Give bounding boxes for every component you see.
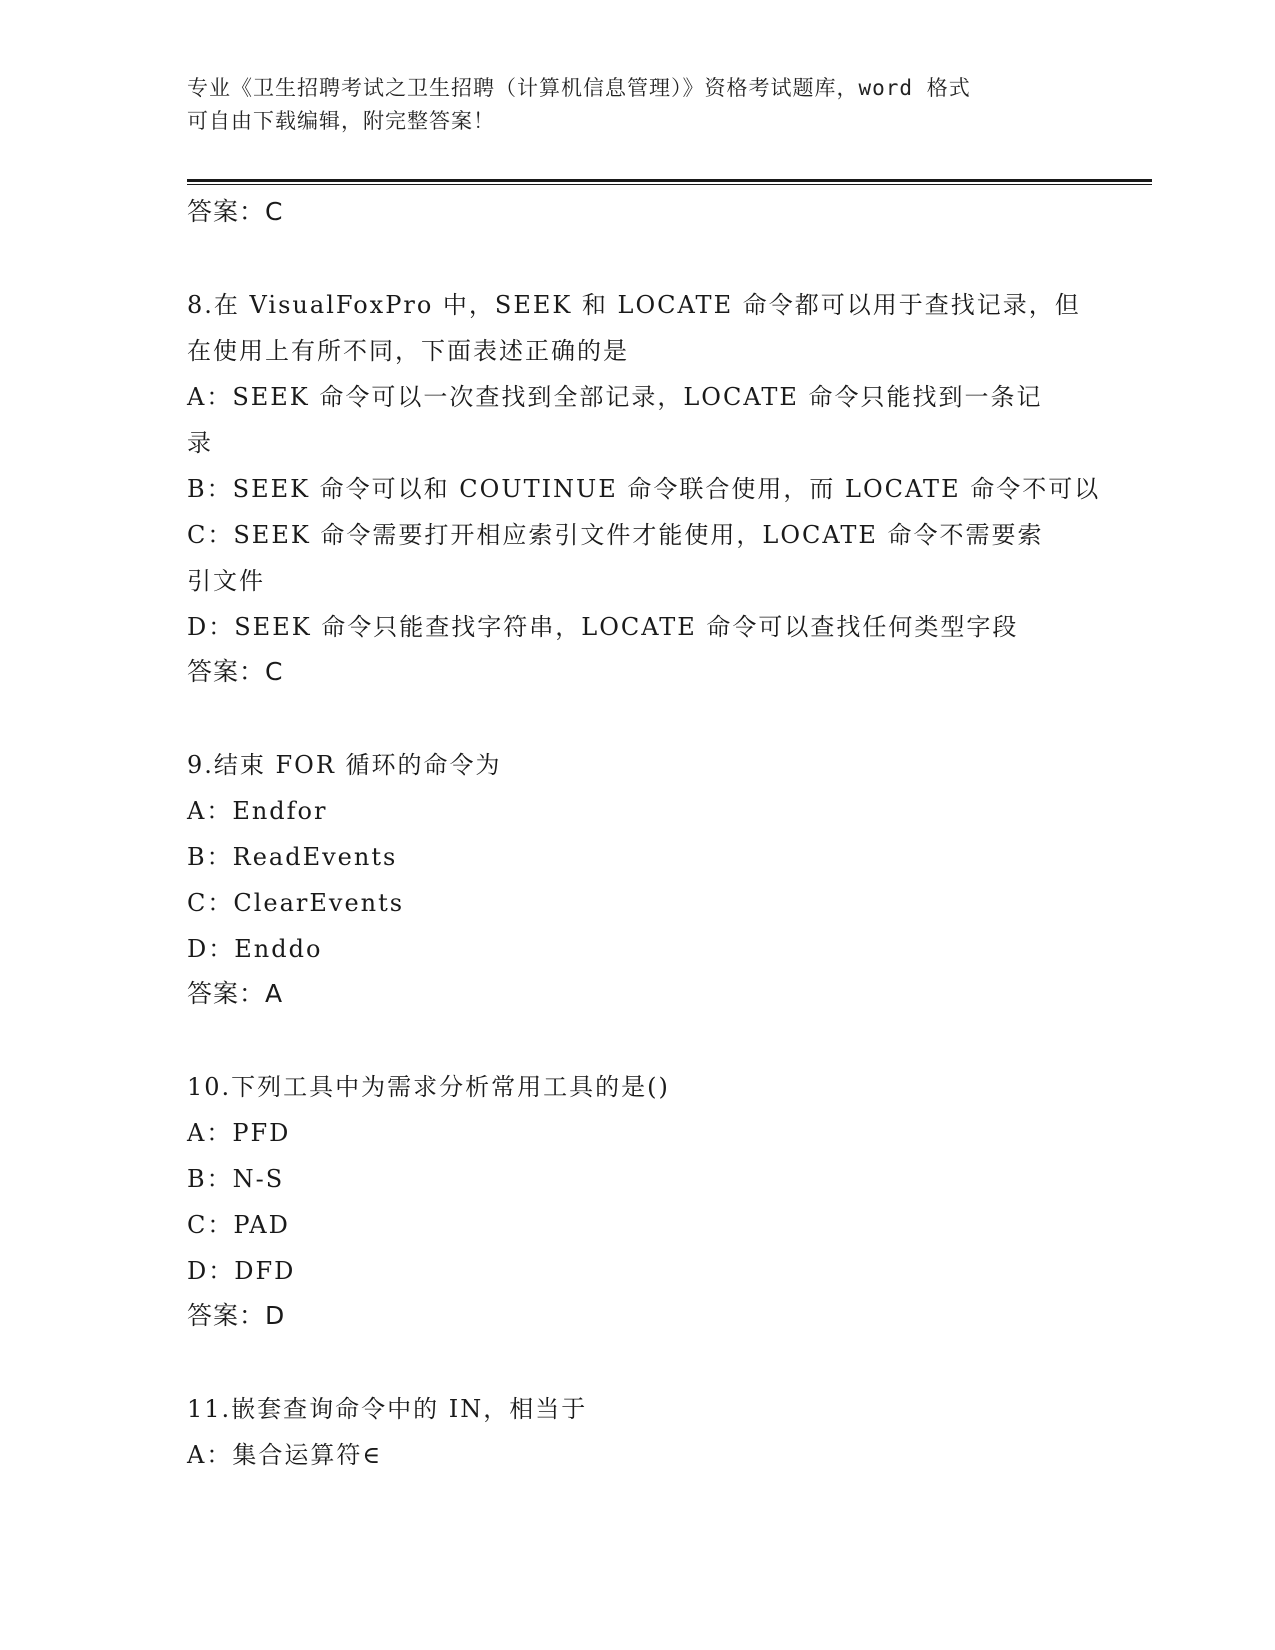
question-block: [187, 742, 1087, 1064]
option-line: B：SEEK 命令可以和 COUTINUE 命令联合使用，而 LOCATE 命令不可以: [187, 475, 1101, 503]
option-line: A：SEEK 命令可以一次查找到全部记录，LOCATE 命令只能找到一条记: [187, 383, 1043, 411]
option-line: 录: [187, 429, 213, 457]
question-gap: [187, 1016, 1087, 1064]
question-block: [187, 1386, 1087, 1478]
question-block: [187, 1064, 1087, 1386]
option-line: A：PFD: [187, 1119, 291, 1147]
question-gap: [187, 694, 1087, 742]
question-stem-line: 8.在 VisualFoxPro 中，SEEK 和 LOCATE 命令都可以用于查找记录，但: [187, 291, 1081, 319]
question-gap: [187, 234, 1087, 282]
answer-line: 答案：C: [187, 657, 284, 686]
question-stem-line: 9.结束 FOR 循环的命令为: [187, 751, 502, 779]
option-line: D：DFD: [187, 1257, 296, 1285]
option-line: D：SEEK 命令只能查找字符串，LOCATE 命令可以查找任何类型字段: [187, 613, 1019, 641]
question-content: [187, 190, 1101, 1478]
option-line: B：N-S: [187, 1165, 285, 1193]
question-stem-line: 在使用上有所不同，下面表述正确的是: [187, 337, 629, 365]
header-divider-thick: [187, 179, 1152, 182]
option-line: C：SEEK 命令需要打开相应索引文件才能使用，LOCATE 命令不需要索: [187, 521, 1044, 549]
option-line: C：PAD: [187, 1211, 290, 1239]
option-line: B：ReadEvents: [187, 843, 398, 871]
question-stem-line: 10.下列工具中为需求分析常用工具的是(): [187, 1073, 670, 1101]
question-block: [187, 282, 1101, 742]
header-line-1: 专业《卫生招聘考试之卫生招聘（计算机信息管理）》资格考试题库，word 格式: [187, 76, 971, 100]
document-header: [187, 72, 1087, 138]
option-line: A：集合运算符∈: [187, 1441, 383, 1469]
header-line-2: 可自由下载编辑，附完整答案！: [187, 109, 495, 133]
question-gap: [187, 1338, 1087, 1386]
question-stem-line: 11.嵌套查询命令中的 IN，相当于: [187, 1395, 588, 1423]
option-line: C：ClearEvents: [187, 889, 405, 917]
option-line: 引文件: [187, 567, 265, 595]
previous-answer: 答案：C: [187, 197, 284, 226]
option-line: D：Enddo: [187, 935, 323, 963]
option-line: A：Endfor: [187, 797, 328, 825]
question-list: [187, 282, 1101, 1478]
answer-line: 答案：A: [187, 979, 284, 1008]
header-divider-thin: [187, 184, 1152, 185]
answer-line: 答案：D: [187, 1301, 286, 1330]
